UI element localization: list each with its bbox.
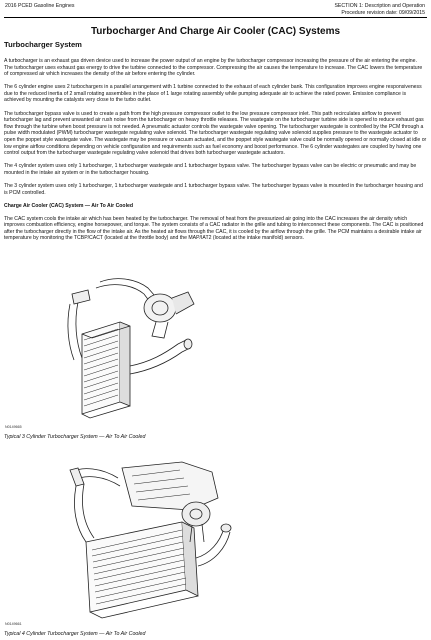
paragraph-intro: A turbocharger is an exhaust gas driven device used to increase the power output of an engine by the turbocharger compressor increasing the pressure of the air entering the engine. The turbocharger uses exhaust gas energy to drive the turbine connected to the compressor. Compressing the air causes the temperature to increase. The CAC lowers the temperature of compressed air which increases the density of the air before entering the cylinder. (4, 58, 423, 78)
cac-subheading: Charge Air Cooler (CAC) System — Air To Air Cooled (4, 202, 134, 209)
figure-1-id: N0149665 (5, 425, 22, 429)
body-text (4, 58, 427, 249)
paragraph-4-cylinder: The 4 cylinder system uses only 1 turbocharger, 1 turbocharger wastegate and 1 turbocharger bypass valve. The turbocharger bypass valve can be electric or pneumatic and may be mounted in the intake air system or in the turbocharger housing. (4, 163, 417, 176)
figure-2-caption: Typical 4 Cylinder Turbocharger System — Air To Air Cooled (4, 631, 146, 637)
header-manual-title: 2016 PCED Gasoline Engines (5, 3, 75, 9)
header-divider (4, 17, 427, 18)
figure-1-caption: Typical 3 Cylinder Turbocharger System — Air To Air Cooled (4, 434, 146, 440)
paragraph-6-cylinder: The 6 cylinder engine uses 2 turbochargers in a parallel arrangement with 1 turbine connected to the exhaust of each cylinder bank. This configuration improves engine responsiveness due to the reduced inertia of 2 small rotating assemblies in the place of 1 large rotating assembly while pumping adequate air to achieve the rated power. Emission compliance is achieved by mounting the catalysts very close to the turbo outlet. (4, 84, 422, 104)
page-title: Turbocharger And Charge Air Cooler (CAC) Systems (90, 26, 341, 37)
section-heading: Turbocharger System (4, 40, 82, 49)
paragraph-3-cylinder: The 3 cylinder system uses only 1 turbocharger, 1 turbocharger wastegate and 1 turbocharger bypass valve. The turbocharger bypass valve is mounted in the turbocharger housing and is PCM controlled. (4, 182, 423, 196)
header-revision-date: Procedure revision date: 09/09/2015 (341, 9, 425, 16)
figure-3-cylinder-illustration (60, 274, 210, 420)
figure-2-id: N0149661 (5, 622, 22, 626)
paragraph-cac: The CAC system cools the intake air which has been heated by the turbocharger. The removal of heat from the pressurized air going into the CAC increases the air density which improves combustion efficiency, engine horsepower, and torque. The system consists of a CAC radiator in the grille and tubing to interconnect these components. The CAC is positioned after the turbocharger directly in the flow of the intake air. As the heated air flows through the CAC, it is cooled by the airflow through the grille. The PCM maintains a desirable intake air temperature by monitoring the TCBP/CACT (located at the throttle body) and the MAP/IAT2 (located at the intake manifold) sensors. (4, 215, 424, 242)
header-section-info (334, 3, 425, 16)
paragraph-bypass-valve: The turbocharger bypass valve is used to create a path from the high pressure compressor outlet to the low pressure compressor inlet. This path recirculates airflow to prevent turbocharger lag and prevent unwanted air rush noise from the turbocharger on heavy throttle releases. The wastegate on the turbocharger turbine side is opened to reduce exhaust gas flow through the turbine when boost pressure is not needed. A pneumatic actuator controls the wastegate valve opening. The turbocharger wastegate is controlled by the PCM through a pulse width modulated (PWM) turbocharger wastegate regulating valve solenoid. The turbocharger wastegate regulating valve solenoid supplies pressure to the wastegate actuator to open the poppet style wastegate valve. The wastegate may be pressure or vacuum actuated, and the poppet style wastegate valve could be normally opened or normally closed at idle or low engine airflow conditions depending on vehicle configuration and requirements such as fuel economy and boost performance. The 6 cylinder wastegates are coupled by having one control output from the turbocharger wastegate regulating valve solenoid that drives both turbocharger wastegate actuators. (4, 110, 427, 157)
figure-4-cylinder-illustration (62, 458, 234, 620)
header-section-label: SECTION 1: Description and Operation (334, 3, 425, 9)
